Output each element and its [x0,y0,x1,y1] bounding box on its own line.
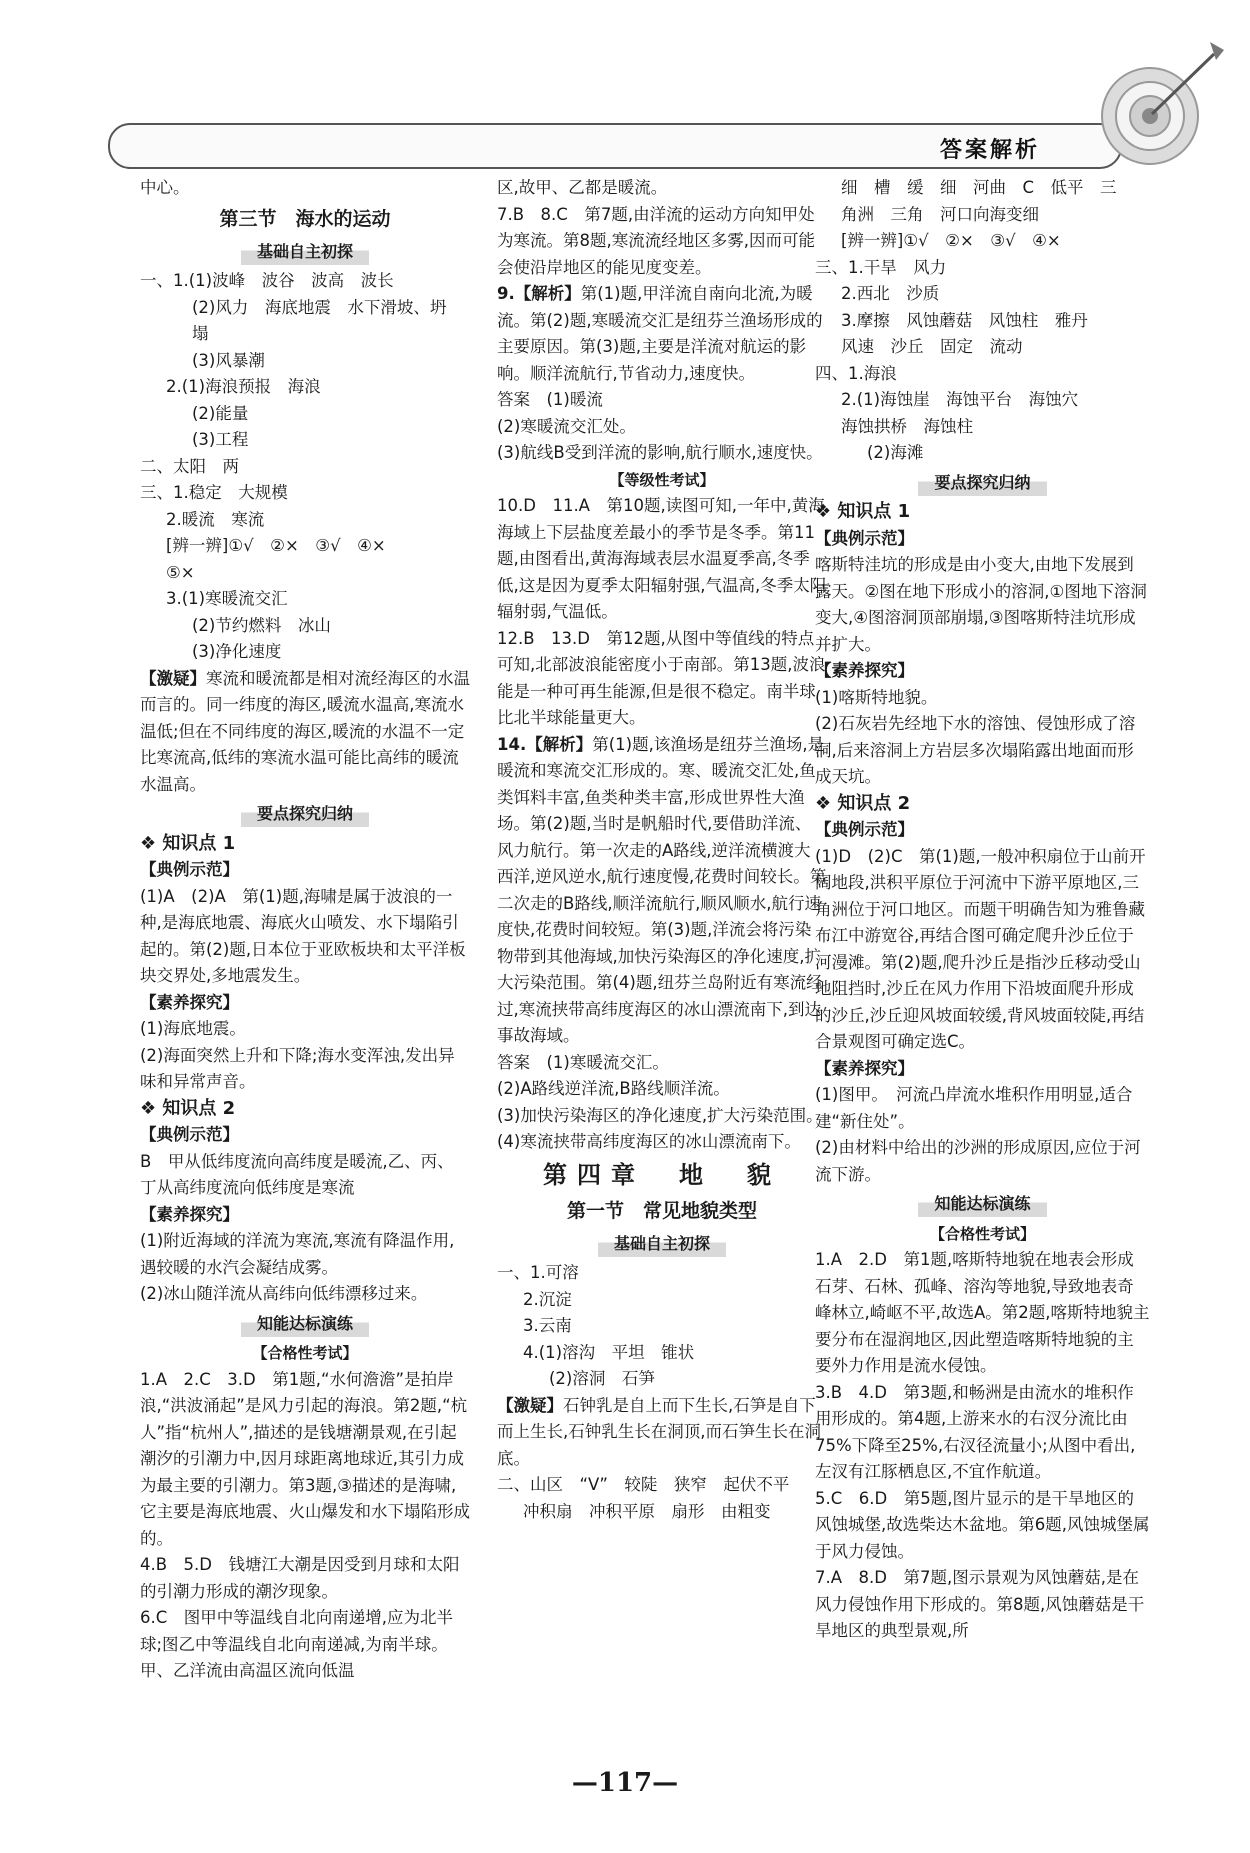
paragraph-text: 7.A 8.D 第7题,图示景观为风蚀蘑菇,是在风力侵蚀作用下形成的。第8题,风蚀蘑菇是干旱地区的典型景观,所 [815,1568,1145,1640]
banner-label: 基础自主初探 [241,239,369,265]
text-line: [辨一辨]①√ ②× ③√ ④× [841,231,1061,250]
paragraph [140,884,470,990]
section-title: 第四章 地 貌 [543,1160,781,1189]
text-line: 二、山区 “V” 较陡 狭窄 起伏不平 [497,1475,790,1494]
banner-label: 要点探究归纳 [918,470,1046,496]
text-line: 三、1.干旱 风力 [815,257,947,277]
paragraph [140,1367,470,1553]
paragraph-text: 4.B 5.D 钱塘江大潮是因受到月球和太阳的引潮力形成的潮汐现象。 [140,1555,460,1601]
paragraph-text: (4)寒流挟带高纬度海区的冰山漂流南下。 [497,1132,801,1151]
section-banner [497,1231,827,1258]
paragraph-text: (1)A (2)A 第(1)题,海啸是属于波浪的一种,是海底地震、海底火山喷发、水下塌陷引起的。第(2)题,日本位于亚欧板块和太平洋板块交界处,多地震发生。 [140,886,466,985]
text-line: 海蚀拱桥 海蚀柱 [841,416,973,436]
inline-label: 14.【解析】 [497,734,593,754]
paragraph-text: 7.B 8.C 第7题,由洋流的运动方向知甲处为寒流。第8题,寒流流经地区多雾,因而可能会使沿岸地区的能见度变差。 [497,204,815,277]
text-line: 二、太阳 两 [140,456,239,476]
text-line: (3)净化速度 [192,642,282,661]
knowledge-point-heading: ❖ 知识点 1 [140,832,236,854]
paragraph [140,1605,470,1685]
knowledge-point-heading: ❖ 知识点 2 [815,792,911,814]
column-middle [497,175,827,1525]
paragraph-text: 第(1)题,甲洋流自南向北流,为暖流。第(2)题,寒暖流交汇是纽芬兰渔场形成的主要原因。第(3)题,主要是洋流对航运的影响。顺洋流航行,节省动力,速度快。 [497,284,823,383]
inline-label: 【激疑】 [497,1395,563,1415]
paragraph-text: 3.B 4.D 第3题,和畅洲是由流水的堆积作用形成的。第4题,上游来水的右汊分流比由75%下降至25%,右汊径流量小;从图中看出,左汊有江豚栖息区,不宜作航道。 [815,1382,1136,1481]
text-line: (2)溶洞 石笋 [549,1369,655,1388]
target-icon [1092,28,1232,168]
text-line: (2)寒暖流交汇处。 [497,416,636,436]
paragraph-text: 1.A 2.D 第1题,喀斯特地貌在地表会形成石芽、石林、孤峰、溶沟等地貌,导致地表奇峰林立,崎岖不平,故选A。第2题,喀斯特地貌主要分布在湿润地区,因此塑造喀斯特地貌的主要外力作用是流水侵蚀。 [815,1250,1150,1375]
paragraph [497,281,827,387]
text-line: 中心。 [140,178,190,197]
paragraph [815,552,1150,658]
paragraph [497,732,827,1050]
text-line: (1)喀斯特地貌。 [815,687,938,707]
banner-label: 知能达标演练 [241,1311,369,1337]
text-line: 角洲 三角 河口向海变细 [841,204,1039,224]
paragraph [140,1552,470,1605]
paragraph [140,1228,470,1281]
text-line: 一、1.(1)波峰 波谷 波高 波长 [140,271,394,290]
paragraph [140,1043,470,1096]
paragraph-text: 第(1)题,该渔场是纽芬兰渔场,是暖流和寒流交汇形成的。寒、暖流交汇处,鱼类饵料丰富,鱼类种类丰富,形成世界性大渔场。第(2)题,当时是帆船时代,要借助洋流、风力航行。第一次走的A路线,逆洋流横渡大西洋,逆风逆水,航行速度慢,花费时间较长。第二次走的B路线,顺洋流航行,顺风顺水,航行速度快,花费时间较短。第(3)题,洋流会将污染物带到其他海域,加快污染海区的净化速度,扩大污染范围。第(4)题,纽芬兰岛附近有寒流经过,寒流挟带高纬度海区的冰山漂流南下,到达事故海域。 [497,734,827,1045]
text-line: 3.(1)寒暖流交汇 [166,589,288,608]
paragraph-text: 喀斯特洼坑的形成是由小变大,由地下发展到露天。②图在地下形成小的溶洞,①图地下溶洞变大,④图溶洞顶部崩塌,③图喀斯特洼坑形成并扩大。 [815,555,1147,654]
paragraph-text: 5.C 6.D 第5题,图片显示的是干旱地区的风蚀城堡,故选柴达木盆地。第6题,风蚀城堡属于风力侵蚀。 [815,1488,1150,1561]
paragraph-text: 12.B 13.D 第12题,从图中等值线的特点可知,北部波浪能密度小于南部。第13题,波浪能是一种可再生能源,但是很不稳定。南半球比北半球能量更大。 [497,628,826,727]
text-line: 冲积扇 冲积平原 扇形 由粗变 [523,1501,771,1521]
label-heading: 【素养探究】 [815,661,914,680]
text-line: (3)工程 [192,430,249,449]
label-heading: 【素养探究】 [140,992,239,1012]
text-line: 2.(1)海蚀崖 海蚀平台 海蚀穴 [841,390,1079,409]
paragraph [815,1082,1150,1135]
text-line: 塌 [192,324,209,343]
text-line: 2.(1)海浪预报 海浪 [166,377,321,396]
text-line: 区,故甲、乙都是暖流。 [497,178,668,197]
paragraph-text: (3)航线B受到洋流的影响,航行顺水,速度快。 [497,443,823,462]
text-line: 答案 (1)暖流 [497,390,603,409]
text-line: (2)海滩 [867,443,924,462]
section-banner [140,239,470,266]
text-line: 答案 (1)寒暖流交汇。 [497,1052,669,1072]
paragraph [497,1103,827,1130]
text-line: (1)海底地震。 [140,1019,246,1038]
paragraph [815,844,1150,1056]
banner-label: 知能达标演练 [918,1191,1046,1217]
section-banner [140,1311,470,1338]
text-line: 2.西北 沙质 [841,284,940,303]
text-line: 2.暖流 寒流 [166,509,265,529]
paragraph-text: 6.C 图甲中等温线自北向南递增,应为北半球;图乙中等温线自北向南递减,为南半球。甲、乙洋流由高温区流向低温 [140,1608,454,1680]
text-line: (2)风力 海底地震 水下滑坡、坍 [192,297,447,317]
text-line: (2)冰山随洋流从高纬向低纬漂移过来。 [140,1284,428,1303]
subsection-label: 【合格性考试】 [252,1344,358,1362]
section-title: 第三节 海水的运动 [219,207,391,230]
text-line: 4.(1)溶沟 平坦 锥状 [523,1342,695,1362]
section-banner [815,1191,1150,1218]
paragraph-text: (1)D (2)C 第(1)题,一般冲积扇位于山前开阔地段,洪积平原位于河流中下游平原地区,三角洲位于河口地区。而题干明确告知为雅鲁藏布江中游宽谷,再结合图可确定爬升沙丘位于河漫滩。第(2)题,爬升沙丘是指沙丘移动受山地阻挡时,沙丘在风力作用下沿坡面爬升形成的沙丘,沙丘迎风坡面较缓,背风坡面较陡,再结合景观图可确定选C。 [815,846,1146,1051]
paragraph-text: (2)海面突然上升和下降;海水变浑浊,发出异味和异常声音。 [140,1045,455,1091]
paragraph-text: B 甲从低纬度流向高纬度是暖流,乙、丙、丁从高纬度流向低纬度是寒流 [140,1151,454,1197]
label-heading: 【素养探究】 [815,1058,914,1078]
paragraph [497,440,827,467]
paragraph-text: 1.A 2.C 3.D 第1题,“水何澹澹”是拍岸浪,“洪波涌起”是风力引起的海浪。第2题,“杭人”指“杭州人”,描述的是钱塘潮景观,在引起潮汐的引潮力中,因月球距离地球近,其引力成为最主要的引潮力。第3题,③描述的是海啸,它主要是海底地震、火山爆发和水下塌陷形成的。 [140,1369,470,1548]
paragraph-text: (1)图甲。 河流凸岸流水堆积作用明显,适合建“新住处”。 [815,1085,1133,1131]
paragraph [815,1247,1150,1380]
label-heading: 【典例示范】 [140,860,239,879]
text-line: 风速 沙丘 固定 流动 [841,337,1023,356]
section-banner [815,470,1150,497]
paragraph [497,626,827,732]
text-line: 3.云南 [523,1316,572,1335]
paragraph [815,1565,1150,1645]
inline-label: 【激疑】 [140,668,206,688]
text-line: 2.沉淀 [523,1289,572,1309]
text-line: 四、1.海浪 [815,363,897,383]
text-line: (2)能量 [192,403,249,423]
column-left [140,175,470,1685]
text-line: (2)节约燃料 冰山 [192,615,331,635]
paragraph-text: (3)加快污染海区的净化速度,扩大污染范围。 [497,1105,823,1125]
banner-label: 要点探究归纳 [241,801,369,827]
paragraph [140,666,470,799]
paragraph-text: (2)由材料中给出的沙洲的形成原因,应位于河流下游。 [815,1138,1141,1184]
paragraph-text: 10.D 11.A 第10题,读图可知,一年中,黄海海域上下层盐度差最小的季节是冬季。第11题,由图看出,黄海海域表层水温夏季高,冬季低,这是因为夏季太阳辐射强,气温高,冬季太阳辐射弱,气温低。 [497,496,827,621]
paragraph-text: 石钟乳是自上而下生长,石笋是自下而上生长,石钟乳生长在洞顶,而石笋生长在洞底。 [497,1395,821,1468]
page-number: —117— [571,1768,679,1798]
paragraph [497,493,827,626]
text-line: (3)风暴潮 [192,350,265,370]
paragraph-text: (2)石灰岩先经地下水的溶蚀、侵蚀形成了溶洞,后来溶洞上方岩层多次塌陷露出地面而形成天坑。 [815,714,1136,786]
subsection-label: 【合格性考试】 [929,1224,1035,1243]
text-line: 三、1.稳定 大规模 [140,483,288,502]
text-line: [辨一辨]①√ ②× ③√ ④× [166,536,386,555]
paragraph [497,1129,827,1156]
label-heading: 【素养探究】 [140,1204,239,1224]
paragraph [497,202,827,282]
paragraph [497,1393,827,1473]
banner-label: 基础自主初探 [598,1231,726,1257]
paragraph-text: 寒流和暖流都是相对流经海区的水温而言的。同一纬度的海区,暖流水温高,寒流水温低;但在不同纬度的海区,暖流的水温不一定比寒流高,低纬的寒流水温可能比高纬的暖流水温高。 [140,668,470,794]
paragraph [815,711,1150,791]
label-heading: 【典例示范】 [815,820,914,839]
inline-label: 9.【解析】 [497,284,581,303]
paragraph [815,1380,1150,1486]
column-right [815,175,1150,1645]
knowledge-point-heading: ❖ 知识点 1 [815,501,911,522]
paragraph [815,1135,1150,1188]
section-banner [140,801,470,828]
label-heading: 【典例示范】 [140,1125,239,1144]
header-title: 答案解析 [939,138,1040,163]
subsection-label: 【等级性考试】 [609,470,715,489]
text-line: 3.摩擦 风蚀蘑菇 风蚀柱 雅丹 [841,310,1088,330]
paragraph [140,1149,470,1202]
knowledge-point-heading: ❖ 知识点 2 [140,1097,236,1119]
text-line: 细 槽 缓 细 河曲 C 低平 三 [841,178,1117,197]
label-heading: 【典例示范】 [815,528,914,548]
section-title: 第一节 常见地貌类型 [566,1199,757,1222]
paragraph-text: (1)附近海域的洋流为寒流,寒流有降温作用,遇较暖的水汽会凝结成雾。 [140,1231,455,1277]
text-line: 一、1.可溶 [497,1263,579,1282]
paragraph [815,1486,1150,1566]
text-line: (2)A路线逆洋流,B路线顺洋流。 [497,1079,730,1098]
text-line: ⑤× [166,562,195,582]
